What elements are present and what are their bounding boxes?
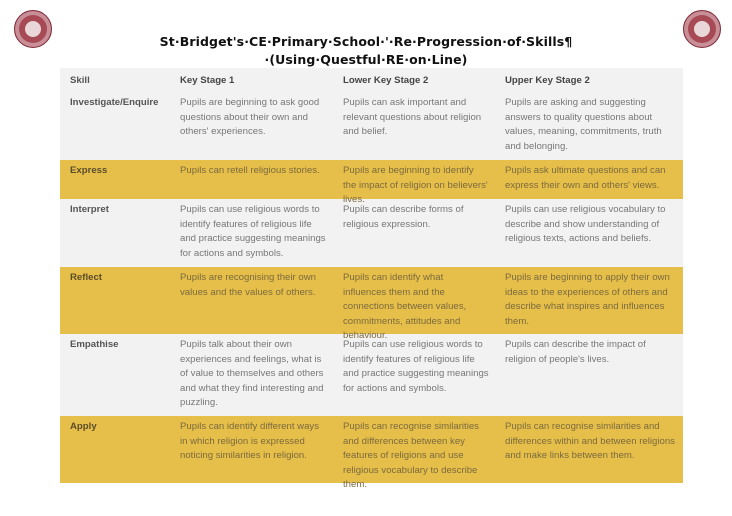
lks2-cell: Pupils can ask important and relevant questions about religion and belief. xyxy=(343,97,482,137)
table-row xyxy=(60,416,683,490)
lks2-cell: Pupils can use religious words to identify features of religious life and practice suggesting meanings for actions and symbols. xyxy=(343,339,489,394)
skills-table xyxy=(60,68,683,490)
skill-cell: Reflect xyxy=(70,272,102,283)
table-row xyxy=(60,92,683,160)
lks2-cell: Pupils can describe forms of religious expression. xyxy=(343,204,464,230)
skill-cell: Investigate/Enquire xyxy=(70,97,159,108)
uks2-cell: Pupils can recognise similarities and differences within and between religions and make links between them. xyxy=(505,421,675,461)
table-header-row xyxy=(60,68,683,92)
column-header-lks2: Lower Key Stage 2 xyxy=(343,75,429,86)
ks1-cell: Pupils are beginning to ask good questions about their own and others' experiences. xyxy=(180,97,320,137)
table-row xyxy=(60,267,683,341)
table-row xyxy=(60,334,683,416)
uks2-cell: Pupils are asking and suggesting answers to quality questions about values, meaning, commitments, truth and belonging. xyxy=(505,97,662,152)
ks1-cell: Pupils talk about their own experiences and feelings, what is of value to themselves and others and what they find interesting and puzzling. xyxy=(180,339,324,408)
table-row xyxy=(60,160,683,205)
skill-cell: Apply xyxy=(70,421,97,432)
skill-cell: Empathise xyxy=(70,339,119,350)
column-header-ks1: Key Stage 1 xyxy=(180,75,235,86)
uks2-cell: Pupils can describe the impact of religion of people's lives. xyxy=(505,339,646,365)
column-header-skill: Skill xyxy=(70,75,90,86)
document-title-line2: ·(Using·Questful·RE·on·Line) xyxy=(264,52,468,67)
column-header-uks2: Upper Key Stage 2 xyxy=(505,75,590,86)
uks2-cell: Pupils ask ultimate questions and can express their own and others' views. xyxy=(505,165,666,191)
uks2-cell: Pupils are beginning to apply their own ideas to the experiences of others and describe what inspires and influences them. xyxy=(505,272,670,327)
lks2-cell: Pupils are beginning to identify the impact of religion on believers' lives. xyxy=(343,165,488,205)
ks1-cell: Pupils are recognising their own values and the values of others. xyxy=(180,272,316,298)
ks1-cell: Pupils can identify different ways in which religion is expressed noticing similarities in religion. xyxy=(180,421,320,461)
uks2-cell: Pupils can use religious vocabulary to describe and show understanding of religious texts, actions and beliefs. xyxy=(505,204,666,244)
lks2-cell: Pupils can recognise similarities and differences between key features of religions and use religious vocabulary to describe them. xyxy=(343,421,479,490)
table-row xyxy=(60,199,683,267)
ks1-cell: Pupils can use religious words to identify features of religious life and practice suggesting meanings for actions and symbols. xyxy=(180,204,326,259)
lks2-cell: Pupils can identify what influences them and the connections between values, commitments, attitudes and behaviour. xyxy=(343,272,467,341)
skill-cell: Interpret xyxy=(70,204,109,215)
skill-cell: Express xyxy=(70,165,108,176)
document-title-line1: St·Bridget's·CE·Primary·School·'·Re·Progression·of·Skills¶ xyxy=(159,34,573,49)
ks1-cell: Pupils can retell religious stories. xyxy=(180,165,320,176)
